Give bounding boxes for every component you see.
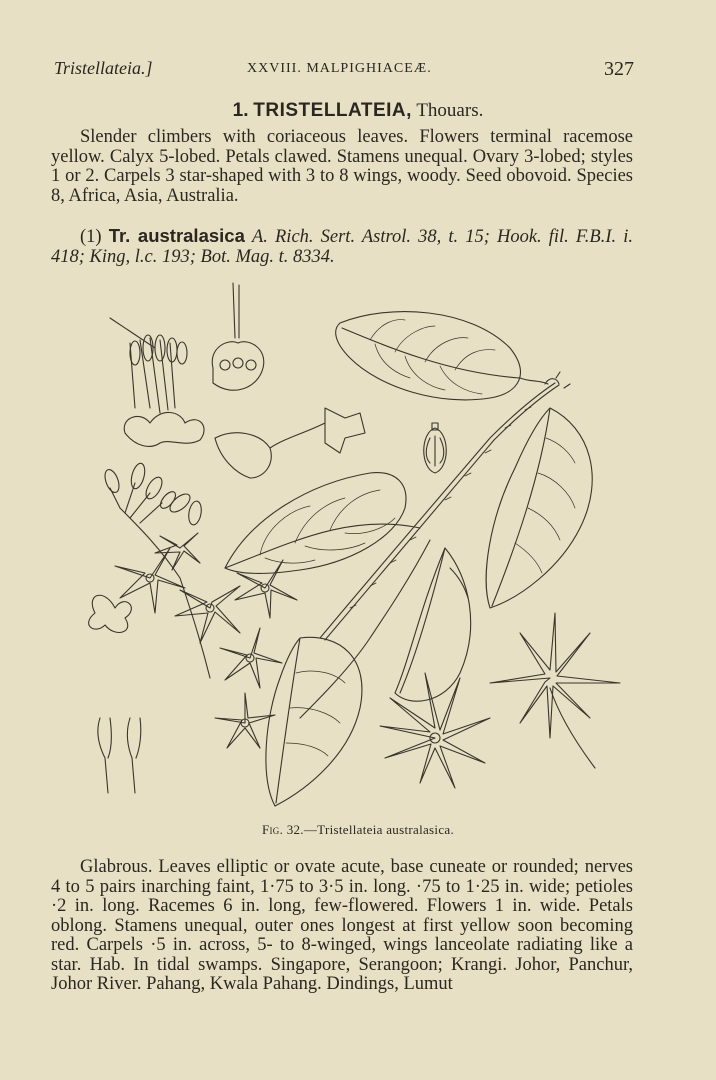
stamen-detail [98, 718, 141, 793]
species-citation: A. Rich. Sert. Astrol. 38, t. 15; Hook. fil. F.B.I. i. 418; King, l.c. 193; Bot. Mag. t. 8334. [51, 227, 634, 267]
leaf-right [486, 408, 592, 608]
running-head-genus: Tristellateia.] [54, 58, 153, 78]
genus-heading [0, 100, 716, 122]
species-name: Tr. australasica [108, 225, 245, 246]
figure-caption [0, 822, 716, 838]
leaf-middle [225, 473, 406, 574]
species-description: Glabrous. Leaves elliptic or ovate acute, base cuneate or rounded; nerves 4 to 5 pairs inarching faint, 1·75 to 3·5 in. long. ·75 to 1·25 in. wide; petioles ·2 in. long. Racemes 6 in. long, few-flowered. Flowers 1 in. wide. Petals oblong. Stamens unequal, outer ones longest at first yellow soon becoming red. Carpels ·5 in. across, 5- to 8-winged, wings lanceolate radiating like a star. Hab. In tidal swamps. Singapore, Serangoon; Krangi. Johor, Panchur, Johor River. Pahang, Kwala Pahang. Dindings, Lumut [51, 857, 633, 994]
genus-author: Thouars. [416, 100, 484, 121]
petal-detail [215, 408, 365, 478]
species-citation-paragraph [51, 226, 633, 267]
botanical-illustration [50, 278, 640, 818]
figure-label: Fig. 32. [261, 822, 304, 837]
page-number: 327 [604, 58, 634, 80]
carpel-detail [424, 423, 447, 473]
genus-number: 1. [232, 100, 249, 121]
flower-cluster [89, 462, 297, 748]
stem [320, 383, 555, 638]
flower-detail [110, 318, 204, 446]
figure-caption-text: —Tristellateia australasica. [303, 822, 455, 837]
leaf-top [336, 312, 521, 400]
genus-name: TRISTELLATEIA, [253, 100, 412, 121]
running-head-family: XXVIII. MALPIGHIACEÆ. [247, 61, 432, 76]
pistil-detail [212, 283, 264, 390]
genus-description: Slender climbers with coriaceous leaves. Flowers terminal racemose yellow. Calyx 5-lobed. Petals clawed. Stamens unequal. Ovary 3-lobed; styles 1 or 2. Carpels 3 star-shaped with 3 to 8 wings, woody. Seed obovoid. Species 8, Africa, Asia, Australia. [51, 127, 633, 206]
running-head [54, 58, 634, 82]
fruit-star-2 [490, 613, 620, 768]
species-number: (1) [80, 227, 102, 247]
